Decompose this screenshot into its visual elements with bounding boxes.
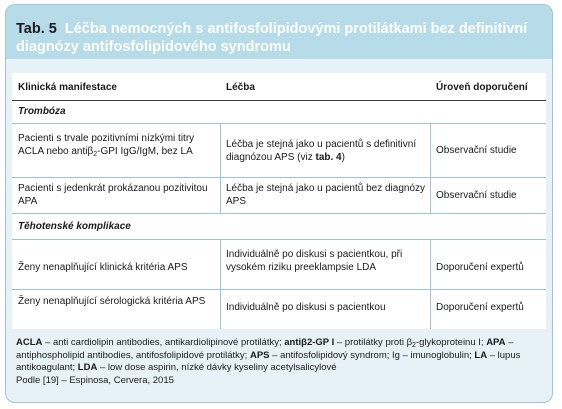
row3-level: Doporučení expertů bbox=[436, 262, 524, 273]
row-divider bbox=[12, 239, 546, 240]
header-divider bbox=[12, 100, 546, 101]
table-title-bar bbox=[6, 5, 552, 59]
header-recommendation-level: Úroveň doporučení bbox=[436, 82, 528, 93]
footnote-source: Podle [19] – Espinosa, Cervera, 2015 bbox=[16, 374, 174, 386]
row1-treatment: Léčba je stejná jako u pacientů s definitivní diagnózou APS (viz tab. 4) bbox=[226, 139, 417, 163]
row-divider bbox=[12, 177, 546, 178]
row-divider bbox=[12, 213, 546, 214]
table-number: Tab. 5 bbox=[16, 21, 57, 37]
row1-manifestation: Pacienti s trvale pozitivními nízkými titry ACLA nebo antiβ$_2$-GPI IgG/IgM, bez LA bbox=[18, 133, 195, 158]
header-treatment: Léčba bbox=[226, 82, 255, 93]
column-divider bbox=[220, 123, 221, 213]
table-card bbox=[5, 4, 553, 403]
row-divider bbox=[12, 123, 546, 124]
section-pregnancy-complications: Těhotenské komplikace bbox=[18, 221, 131, 232]
row4-level: Doporučení expertů bbox=[436, 302, 524, 313]
section-thrombosis: Trombóza bbox=[18, 106, 66, 117]
column-divider bbox=[430, 123, 431, 213]
row4-manifestation: Ženy nenaplňující sérologická kritéria APS bbox=[18, 296, 206, 307]
table-footnote: ACLA – anti cardiolipin antibodies, antikardiolipinové protilátky; antiβ2-GP I – protilátky proti $\beta_2$-glykoproteinu I; APA – antiphospholipid antibodies, antifosfolipidové protilátky; APS – antifosfolipidový syndrom; Ig – imunoglobulin; LA – lupus antikoagulant; LDA – low dose aspirin, nízké dávky kyseliny acetylsalicylové Podle [19] – Espinosa, Cervera, 2015 bbox=[16, 337, 521, 386]
column-divider bbox=[220, 239, 221, 329]
row1-level: Observační studie bbox=[436, 145, 517, 156]
recommendation-table bbox=[12, 73, 546, 329]
header-clinical-manifestation: Klinická manifestace bbox=[18, 82, 117, 93]
row4-treatment: Individuálně po diskusi s pacientkou bbox=[226, 302, 386, 313]
table-title-text: Léčba nemocných s antifosfolipidovými protilátkami bez definitivní diagnózy antifosfolipidového syndromu bbox=[16, 21, 528, 55]
row-divider bbox=[12, 289, 546, 290]
row2-level: Observační studie bbox=[436, 190, 517, 201]
table-title bbox=[16, 20, 536, 56]
row2-treatment: Léčba je stejná jako u pacientů bez diagnózy APS bbox=[226, 183, 426, 207]
column-divider bbox=[430, 239, 431, 329]
row2-manifestation: Pacienti s jedenkrát prokázanou pozitivitou APA bbox=[18, 183, 208, 207]
row3-manifestation: Ženy nenaplňující klinická kritéria APS bbox=[18, 262, 188, 273]
row3-treatment: Individuálně po diskusi s pacientkou, při vysokém riziku preeklampsie LDA bbox=[226, 249, 403, 273]
